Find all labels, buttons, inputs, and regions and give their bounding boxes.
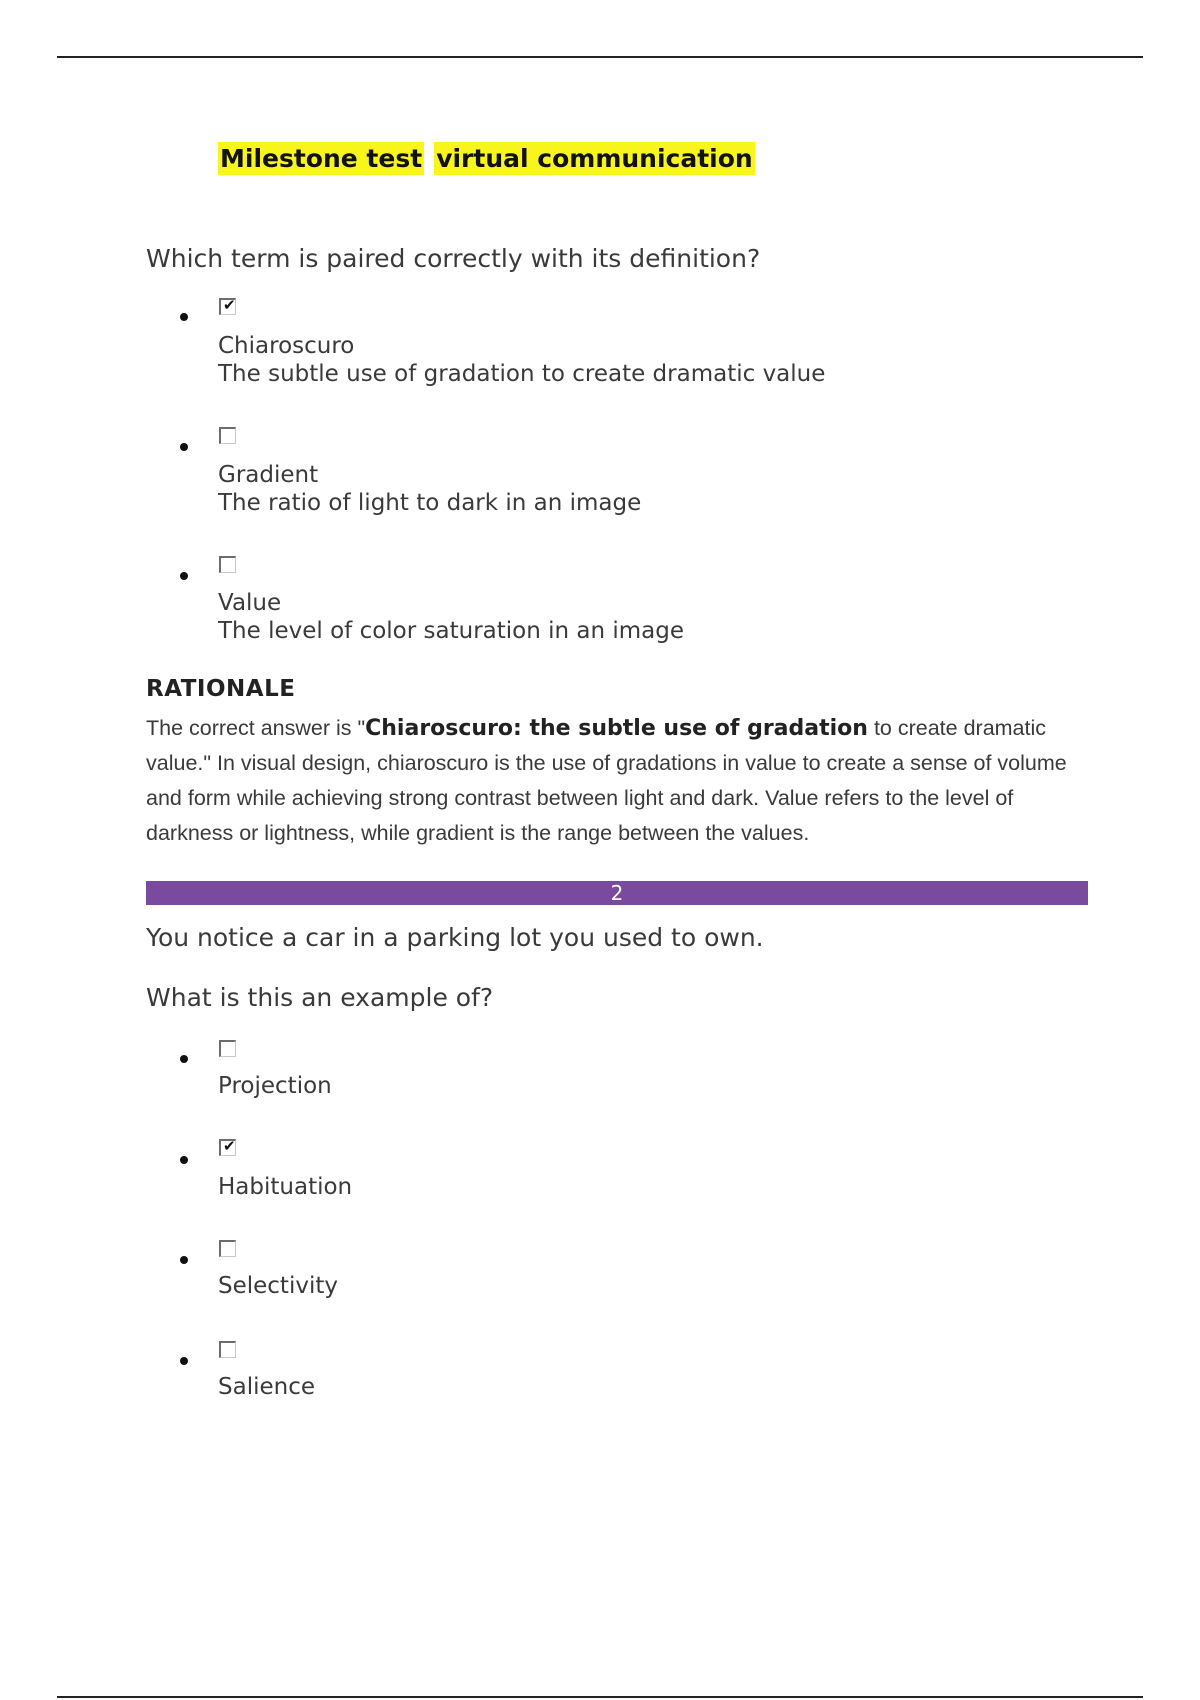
document-title bbox=[218, 144, 755, 173]
question-number-bar: 2 bbox=[146, 881, 1088, 905]
bottom-rule bbox=[57, 1696, 1143, 1698]
rationale-rest: to create dramatic value." In visual design, chiaroscuro is the use of gradations in value to create a sense of volume and form while achieving strong contrast between light and dark. Value refers to the level of darkness or lightness, while gradient is the range between the values. bbox=[146, 716, 1067, 845]
option-term: Value bbox=[218, 590, 282, 616]
checkbox[interactable] bbox=[219, 1139, 236, 1156]
checkbox[interactable] bbox=[219, 1240, 236, 1257]
bullet bbox=[180, 1055, 188, 1063]
checkbox[interactable] bbox=[219, 427, 236, 444]
option-term: Chiaroscuro bbox=[218, 333, 355, 359]
rationale-intro: The correct answer is " bbox=[146, 716, 366, 740]
option-term: Gradient bbox=[218, 462, 319, 488]
bullet bbox=[180, 443, 188, 451]
checkbox[interactable] bbox=[219, 1341, 236, 1358]
checkmark-icon: ✔ bbox=[223, 296, 236, 314]
question-2-prompt-line-1: You notice a car in a parking lot you used to own. bbox=[146, 923, 764, 952]
bullet bbox=[180, 1156, 188, 1164]
checkbox[interactable] bbox=[219, 1040, 236, 1057]
bullet bbox=[180, 313, 188, 321]
option-definition: The level of color saturation in an image bbox=[218, 618, 685, 644]
option-label: Habituation bbox=[218, 1174, 353, 1200]
rationale-text bbox=[146, 711, 1091, 851]
checkbox[interactable] bbox=[219, 298, 236, 315]
option-label: Salience bbox=[218, 1374, 315, 1400]
checkbox[interactable] bbox=[219, 556, 236, 573]
bullet bbox=[180, 1256, 188, 1264]
bullet bbox=[180, 572, 188, 580]
option-definition: The subtle use of gradation to create dramatic value bbox=[218, 361, 826, 387]
option-label: Selectivity bbox=[218, 1273, 338, 1299]
checkmark-icon: ✔ bbox=[223, 1137, 236, 1155]
top-rule bbox=[57, 56, 1143, 58]
rationale-bold-answer: Chiaroscuro: the subtle use of gradation bbox=[365, 716, 868, 741]
title-part-1: Milestone test bbox=[220, 144, 423, 173]
option-label: Projection bbox=[218, 1073, 332, 1099]
option-definition: The ratio of light to dark in an image bbox=[218, 490, 642, 516]
title-part-2: virtual communication bbox=[436, 144, 753, 173]
rationale-heading: RATIONALE bbox=[146, 676, 296, 702]
bullet bbox=[180, 1357, 188, 1365]
question-2-prompt-line-2: What is this an example of? bbox=[146, 983, 494, 1012]
question-1-prompt: Which term is paired correctly with its definition? bbox=[146, 244, 761, 273]
